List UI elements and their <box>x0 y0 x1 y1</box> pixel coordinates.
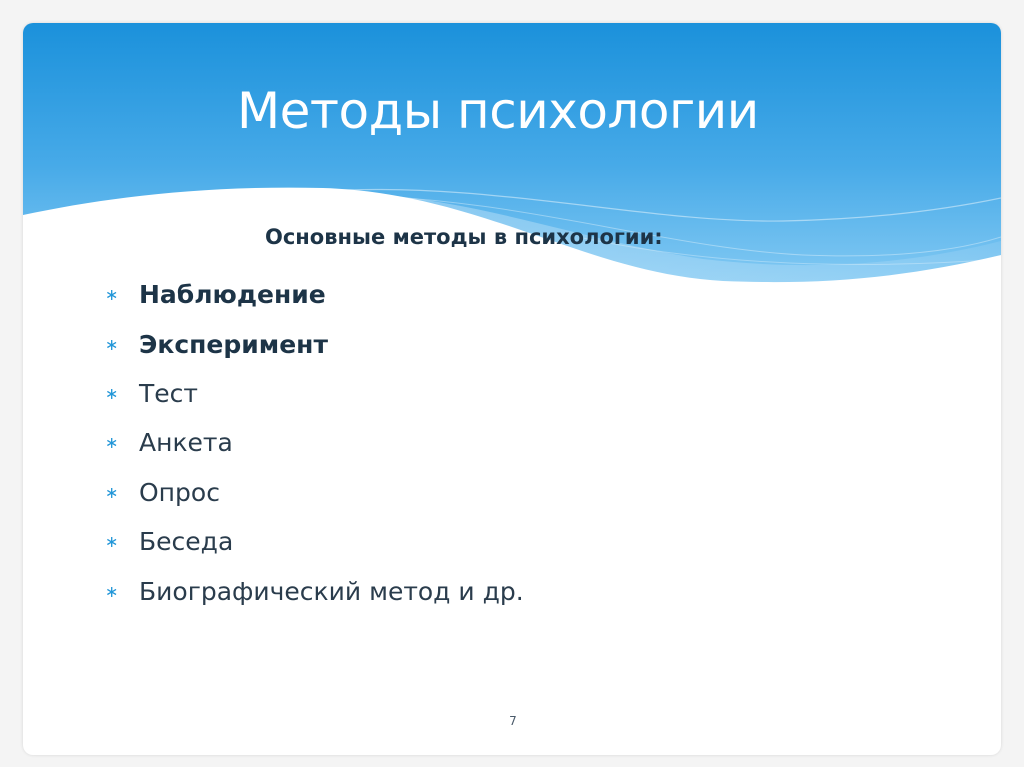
list-item <box>105 468 524 517</box>
method-label: Биографический метод и др. <box>139 576 524 606</box>
asterisk-bullet-icon: ∗ <box>105 433 119 453</box>
list-item <box>105 418 524 467</box>
slide-title: Методы психологии <box>237 82 759 140</box>
slide <box>23 23 1001 755</box>
asterisk-bullet-icon: ∗ <box>105 334 119 354</box>
method-label: Эксперимент <box>139 329 328 359</box>
list-item <box>105 369 524 418</box>
list-item <box>105 270 524 319</box>
asterisk-bullet-icon: ∗ <box>105 581 119 601</box>
method-label: Тест <box>139 378 198 408</box>
asterisk-bullet-icon: ∗ <box>105 285 119 305</box>
methods-list <box>105 270 524 616</box>
asterisk-bullet-icon: ∗ <box>105 482 119 502</box>
list-item <box>105 319 524 368</box>
slide-subtitle: Основные методы в психологии: <box>265 225 663 249</box>
page-number: 7 <box>509 714 517 728</box>
list-item <box>105 566 524 615</box>
method-label: Анкета <box>139 428 233 458</box>
list-item <box>105 517 524 566</box>
method-label: Беседа <box>139 527 234 557</box>
asterisk-bullet-icon: ∗ <box>105 383 119 403</box>
asterisk-bullet-icon: ∗ <box>105 532 119 552</box>
method-label: Опрос <box>139 477 220 507</box>
method-label: Наблюдение <box>139 280 326 310</box>
